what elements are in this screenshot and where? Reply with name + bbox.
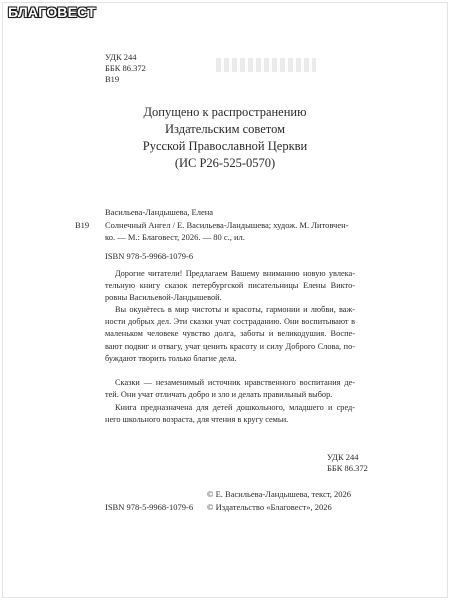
annotation-paragraph: Вы окунётесь в мир чистоты и красоты, гармонии и любви, важ-ности добрых дел. Эти сказки учат состраданию. Они воспитывают в маленьком человеке чувство долга, заботы и великодушия. Воспе-вают подвиг и отвагу, учат ценить красоту и силу Доброго Слова, по-буждают творить только благие дела. [105, 305, 355, 363]
footer-isbn: ISBN 978-5-9968-1079-6 [105, 502, 194, 512]
biblio-title-line: Солнечный Ангел / Е. Васильева-Ландышева; худож. М. Литовчен- [105, 220, 349, 230]
biblio-index: В19 [75, 220, 90, 230]
biblio-isbn: ISBN 978-5-9968-1079-6 [105, 251, 194, 261]
approval-block [105, 104, 345, 172]
annotation-paragraph: Дорогие читатели! Предлагаем Вашему вниманию новую увлека-тельную книгу сказок петербургской писательницы Елены Викто-ровны Васильевой-Ландышевой. [105, 269, 355, 303]
bottom-bbk-code: ББК 86.372 [327, 463, 368, 473]
annotation-paragraph: Сказки — незаменимый источник нравственного воспитания де-тей. Они учат отличать добро и зло и делать правильный выбор. [105, 378, 355, 400]
copyright-text: © Е. Васильева-Ландышева, текст, 2026 [207, 489, 352, 499]
biblio-imprint-line: ко. — М.: Благовест, 2026. — 80 с., ил. [105, 232, 245, 242]
bleed-through [216, 58, 316, 72]
biblio-author: Васильева-Ландышева, Елена [105, 207, 214, 217]
author-index: В19 [105, 74, 120, 84]
copyright-publisher: © Издательство «Благовест», 2026 [207, 502, 332, 512]
bbk-code: ББК 86.372 [105, 63, 146, 73]
approval-line: Издательским советом [164, 122, 285, 136]
approval-line: Русской Православной Церкви [142, 139, 308, 153]
udk-code: УДК 244 [105, 52, 137, 62]
approval-number: (ИС Р26-525-0570) [174, 156, 276, 170]
approval-line: Допущено к распространению [143, 105, 307, 119]
bottom-udk-code: УДК 244 [327, 452, 359, 462]
annotation-paragraph: Книга предназначена для детей дошкольного, младшего и сред-него школьного возраста, для чтения в кругу семьи. [105, 403, 355, 425]
publisher-watermark: БЛАГОВЕСТ [8, 4, 96, 20]
